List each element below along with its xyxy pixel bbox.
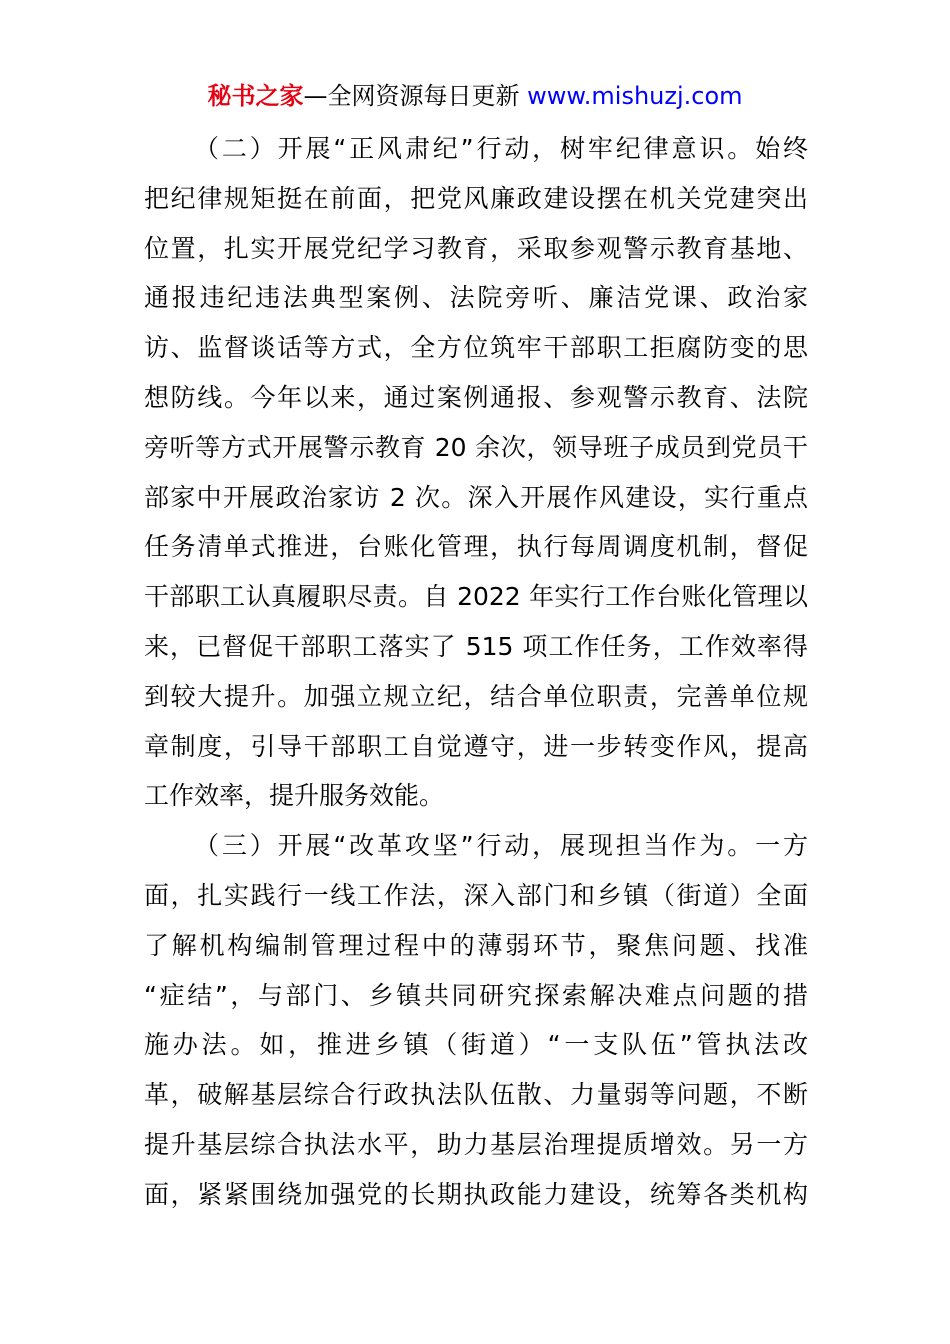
text-line: 章制度，引导干部职工自觉遵守，进一步转变作风，提高 — [144, 731, 808, 761]
site-url-link[interactable]: www.mishuzj.com — [527, 82, 743, 110]
site-header — [0, 80, 950, 112]
text-line: 面，紧紧围绕加强党的长期执政能力建设，统筹各类机构 — [144, 1179, 808, 1209]
text-line: （三）开展“改革攻坚”行动，展现担当作为。一方 — [194, 831, 808, 861]
text-line: “症结”，与部门、乡镇共同研究探索解决难点问题的措 — [144, 980, 808, 1010]
text-line: 工作效率，提升服务效能。 — [144, 781, 445, 811]
text-line: （二）开展“正风肃纪”行动，树牢纪律意识。始终 — [194, 134, 808, 163]
text-line: 通报违纪违法典型案例、法院旁听、廉洁党课、政治家 — [144, 283, 808, 313]
paragraph-reform — [144, 821, 808, 1219]
paragraph-discipline — [144, 124, 808, 821]
text-line: 了解机构编制管理过程中的薄弱环节，聚焦问题、找准 — [144, 930, 808, 960]
text-line: 任务清单式推进，台账化管理，执行每周调度机制，督促 — [144, 532, 808, 562]
text-line: 面，扎实践行一线工作法，深入部门和乡镇（街道）全面 — [144, 880, 808, 910]
text-line: 来，已督促干部职工落实了 515 项工作任务，工作效率得 — [144, 631, 808, 661]
text-line: 旁听等方式开展警示教育 20 余次，领导班子成员到党员干 — [144, 432, 808, 462]
text-line: 提升基层综合执法水平，助力基层治理提质增效。另一方 — [144, 1129, 808, 1159]
text-line: 施办法。如，推进乡镇（街道）“一支队伍”管执法改 — [144, 1030, 808, 1060]
site-brand: 秘书之家 — [207, 82, 304, 110]
text-line: 革，破解基层综合行政执法队伍散、力量弱等问题，不断 — [144, 1080, 808, 1110]
text-line: 想防线。今年以来，通过案例通报、参观警示教育、法院 — [144, 382, 808, 412]
text-line: 把纪律规矩挺在前面，把党风廉政建设摆在机关党建突出 — [144, 183, 808, 213]
text-line: 干部职工认真履职尽责。自 2022 年实行工作台账化管理以 — [144, 582, 808, 612]
text-line: 位置，扎实开展党纪学习教育，采取参观警示教育基地、 — [144, 233, 808, 263]
site-tagline: —全网资源每日更新 — [303, 82, 520, 110]
text-line: 访、监督谈话等方式，全方位筑牢干部职工拒腐防变的思 — [144, 333, 808, 363]
document-body — [144, 124, 808, 1220]
text-line: 部家中开展政治家访 2 次。深入开展作风建设，实行重点 — [144, 482, 808, 512]
text-line: 到较大提升。加强立规立纪，结合单位职责，完善单位规 — [144, 681, 808, 711]
